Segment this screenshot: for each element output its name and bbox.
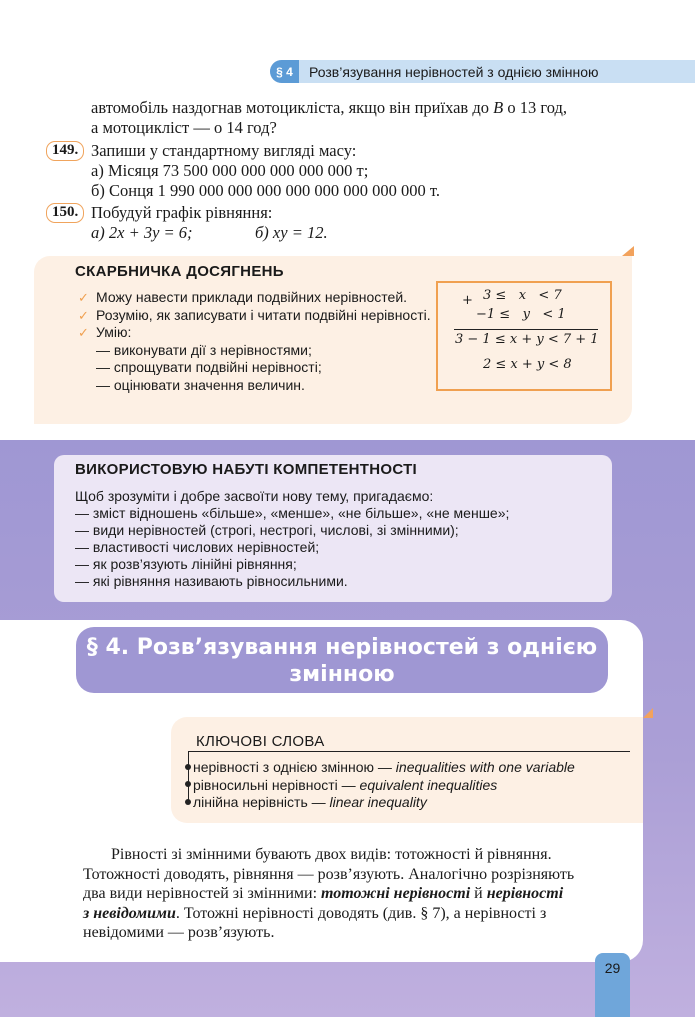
- page-number: 29: [604, 960, 621, 976]
- achievement-subitem: — оцінювати значення величин.: [96, 376, 305, 393]
- section-heading: [76, 627, 608, 693]
- competency-item: — зміст відношень «більше», «менше», «не більше», «не менше»;: [75, 505, 510, 521]
- achievement-item: ✓ Розумію, як записувати і читати подвійні нерівності.: [78, 306, 431, 323]
- section-heading-line: змінною: [289, 662, 395, 687]
- bullet-dot: [185, 781, 191, 787]
- achievements-title: СКАРБНИЧКА ДОСЯГНЕНЬ: [75, 263, 284, 280]
- exercise-150-task: Побудуй графік рівняння:: [91, 203, 273, 222]
- bullet-dot: [185, 764, 191, 770]
- keywords-connector: [188, 751, 189, 803]
- keyword-item: нерівності з однією змінною — inequalities with one variable: [193, 759, 575, 775]
- sum-rule-line: [454, 329, 598, 330]
- corner-decoration: [622, 246, 634, 256]
- exercise-150-a: а) 2x + 3y = 6;: [91, 223, 193, 242]
- inequality-example-box: [436, 281, 612, 391]
- plus-sign: +: [462, 293, 473, 308]
- exercise-150-b: б) xy = 12.: [255, 223, 328, 242]
- inequality-row-2: −1 ≤ y < 1: [476, 307, 566, 322]
- exercise-149-a: а) Місяця 73 500 000 000 000 000 000 т;: [91, 161, 369, 180]
- achievement-subitem: — спрощувати подвійні нерівності;: [96, 359, 322, 375]
- competencies-intro: Щоб зрозуміти і добре засвоїти нову тему, пригадаємо:: [75, 488, 434, 504]
- paragraph-line: Тотожності доводять, рівняння — розв’язують. Аналогічно розрізняють: [83, 865, 575, 883]
- bullet-dot: [185, 799, 191, 805]
- paragraph-line: невідомими — розв’язують.: [83, 924, 275, 941]
- competency-item: — властивості числових нерівностей;: [75, 539, 320, 555]
- exercise-continuation-line: автомобіль наздогнав мотоцикліста, якщо він приїхав до B о 13 год,: [91, 98, 567, 117]
- achievement-subitem: — виконувати дії з нерівностями;: [96, 341, 312, 358]
- competencies-title: ВИКОРИСТОВУЮ НАБУТІ КОМПЕТЕНТНОСТІ: [75, 461, 418, 478]
- keyword-item: рівносильні нерівності — equivalent inequalities: [193, 776, 498, 793]
- inequality-row-1: 3 ≤ x < 7: [483, 288, 562, 303]
- competency-item: — види нерівностей (строгі, нестрогі, числові, зі змінними);: [75, 522, 459, 538]
- running-header: [270, 60, 695, 83]
- inequality-row-4: 2 ≤ x + y < 8: [483, 357, 572, 372]
- exercise-149-b: б) Сонця 1 990 000 000 000 000 000 000 000 000 т.: [91, 181, 440, 200]
- paragraph-line: два види нерівностей зі змінними: тотожні нерівності й нерівності: [83, 885, 564, 902]
- exercise-number-150: 150.: [46, 203, 84, 223]
- keyword-item: лінійна нерівність — linear inequality: [193, 794, 427, 810]
- corner-decoration: [643, 708, 653, 718]
- inequality-row-3: 3 − 1 ≤ x + y < 7 + 1: [455, 332, 599, 347]
- competency-item: — як розв’язують лінійні рівняння;: [75, 556, 297, 572]
- keywords-title: КЛЮЧОВІ СЛОВА: [196, 733, 325, 750]
- achievements-list: [78, 289, 438, 394]
- competencies-list: [75, 488, 595, 590]
- paragraph-line: Рівності зі змінними бувають двох видів: тотожності й рівняння.: [111, 846, 552, 863]
- checkmark-icon: ✓: [78, 325, 89, 340]
- keywords-list: [193, 759, 575, 812]
- section-heading-line: § 4. Розв’язування нерівностей з однією: [86, 635, 598, 660]
- achievement-item: ✓ Умію:: [78, 324, 132, 340]
- running-header-title: Розв’язування нерівностей з однією змінною: [309, 63, 599, 80]
- exercise-number-149: 149.: [46, 141, 84, 161]
- achievement-item: ✓ Можу навести приклади подвійних нерівностей.: [78, 289, 408, 305]
- exercise-continuation-line: а мотоцикліст — о 14 год?: [91, 118, 277, 137]
- keywords-rule: [188, 751, 630, 752]
- paragraph-line: з невідомими. Тотожні нерівності доводять (див. § 7), а нерівності з: [83, 904, 547, 922]
- exercise-149-task: Запиши у стандартному вигляді масу:: [91, 141, 357, 160]
- checkmark-icon: ✓: [78, 307, 89, 323]
- section-badge: § 4: [270, 60, 299, 83]
- checkmark-icon: ✓: [78, 290, 89, 305]
- competency-item: — які рівняння називають рівносильними.: [75, 573, 348, 589]
